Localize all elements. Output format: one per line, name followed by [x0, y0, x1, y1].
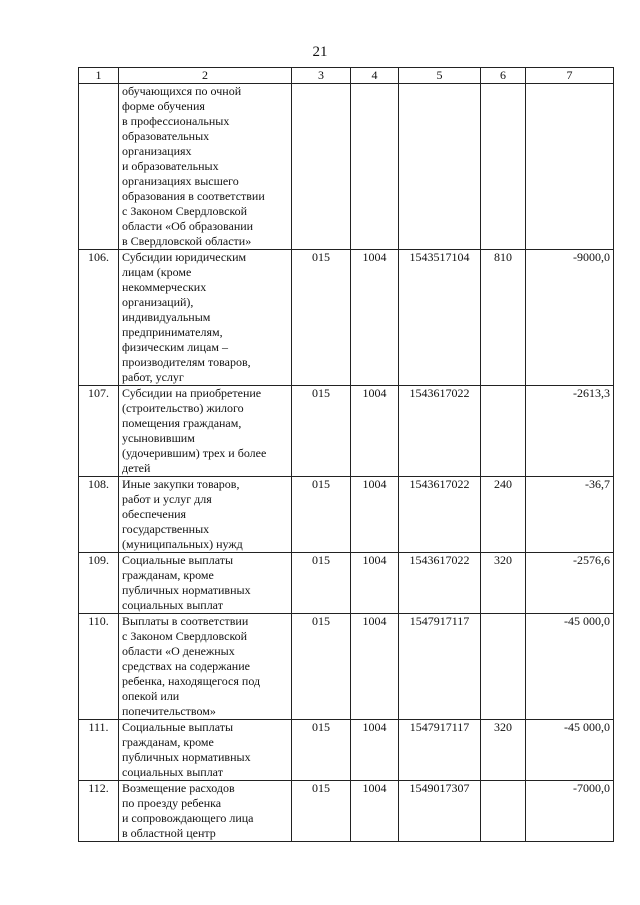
row-col-7: -45 000,0 — [526, 720, 614, 781]
row-col-7: -2613,3 — [526, 386, 614, 477]
row-col-3: 015 — [292, 720, 351, 781]
budget-table — [78, 67, 614, 842]
table-header — [79, 68, 614, 84]
row-col-5: 1543617022 — [399, 386, 481, 477]
row-col-4: 1004 — [351, 720, 399, 781]
row-col-7: -36,7 — [526, 477, 614, 553]
row-number: 108. — [79, 477, 119, 553]
row-col-5: 1547917117 — [399, 614, 481, 720]
row-col-7: -9000,0 — [526, 250, 614, 386]
row-name: Субсидии юридическим лицам (кроме некоммерческих организаций), индивидуальным предпринимателям, физическим лицам – производителям товаров, работ, услуг — [119, 250, 292, 386]
row-name: Социальные выплаты гражданам, кроме публичных нормативных социальных выплат — [119, 720, 292, 781]
row-col-5: 1543617022 — [399, 553, 481, 614]
row-number: 110. — [79, 614, 119, 720]
row-name: Возмещение расходов по проезду ребенка и сопровождающего лица в областной центр — [119, 781, 292, 842]
header-col-6: 6 — [481, 68, 526, 84]
row-col-3: 015 — [292, 477, 351, 553]
header-col-7: 7 — [526, 68, 614, 84]
row-col-6: 810 — [481, 250, 526, 386]
row-col-5: 1543517104 — [399, 250, 481, 386]
table-row — [79, 477, 614, 553]
row-number: 109. — [79, 553, 119, 614]
row-col-4: 1004 — [351, 614, 399, 720]
row-col-5: 1547917117 — [399, 720, 481, 781]
row-col-4: 1004 — [351, 553, 399, 614]
row-col-3: 015 — [292, 250, 351, 386]
table-body — [79, 84, 614, 842]
row-col-6: 320 — [481, 553, 526, 614]
row-name: обучающихся по очной форме обучения в профессиональных образовательных организациях и образовательных организациях высшего образования в соответствии с Законом Свердловской области «Об образовании в Свердловской области» — [119, 84, 292, 250]
row-col-4 — [351, 84, 399, 250]
header-row — [79, 68, 614, 84]
row-col-7: -7000,0 — [526, 781, 614, 842]
row-number: 107. — [79, 386, 119, 477]
table-row — [79, 553, 614, 614]
row-col-6: 320 — [481, 720, 526, 781]
row-col-6: 240 — [481, 477, 526, 553]
row-col-5: 1543617022 — [399, 477, 481, 553]
row-number: 106. — [79, 250, 119, 386]
row-name: Выплаты в соответствии с Законом Свердловской области «О денежных средствах на содержание ребенка, находящегося под опекой или попечительством» — [119, 614, 292, 720]
row-col-6 — [481, 386, 526, 477]
row-col-7: -2576,6 — [526, 553, 614, 614]
row-col-3: 015 — [292, 781, 351, 842]
row-name: Иные закупки товаров, работ и услуг для обеспечения государственных (муниципальных) нужд — [119, 477, 292, 553]
header-col-4: 4 — [351, 68, 399, 84]
row-number — [79, 84, 119, 250]
row-col-6 — [481, 614, 526, 720]
row-col-5 — [399, 84, 481, 250]
row-name: Социальные выплаты гражданам, кроме публичных нормативных социальных выплат — [119, 553, 292, 614]
row-col-6 — [481, 84, 526, 250]
row-col-3: 015 — [292, 553, 351, 614]
row-col-4: 1004 — [351, 477, 399, 553]
header-col-5: 5 — [399, 68, 481, 84]
table-row — [79, 386, 614, 477]
row-col-7 — [526, 84, 614, 250]
row-col-3: 015 — [292, 614, 351, 720]
header-col-3: 3 — [292, 68, 351, 84]
row-col-4: 1004 — [351, 386, 399, 477]
row-number: 111. — [79, 720, 119, 781]
page-number: 21 — [312, 44, 328, 60]
header-col-2: 2 — [119, 68, 292, 84]
row-name: Субсидии на приобретение (строительство) жилого помещения гражданам, усыновившим (удочерившим) трех и более детей — [119, 386, 292, 477]
row-col-3: 015 — [292, 386, 351, 477]
row-col-7: -45 000,0 — [526, 614, 614, 720]
row-col-4: 1004 — [351, 781, 399, 842]
row-col-5: 1549017307 — [399, 781, 481, 842]
table-row — [79, 614, 614, 720]
header-col-1: 1 — [79, 68, 119, 84]
table-row — [79, 781, 614, 842]
row-number: 112. — [79, 781, 119, 842]
row-col-4: 1004 — [351, 250, 399, 386]
row-col-3 — [292, 84, 351, 250]
table-row — [79, 250, 614, 386]
table-row — [79, 84, 614, 250]
row-col-6 — [481, 781, 526, 842]
table-row — [79, 720, 614, 781]
